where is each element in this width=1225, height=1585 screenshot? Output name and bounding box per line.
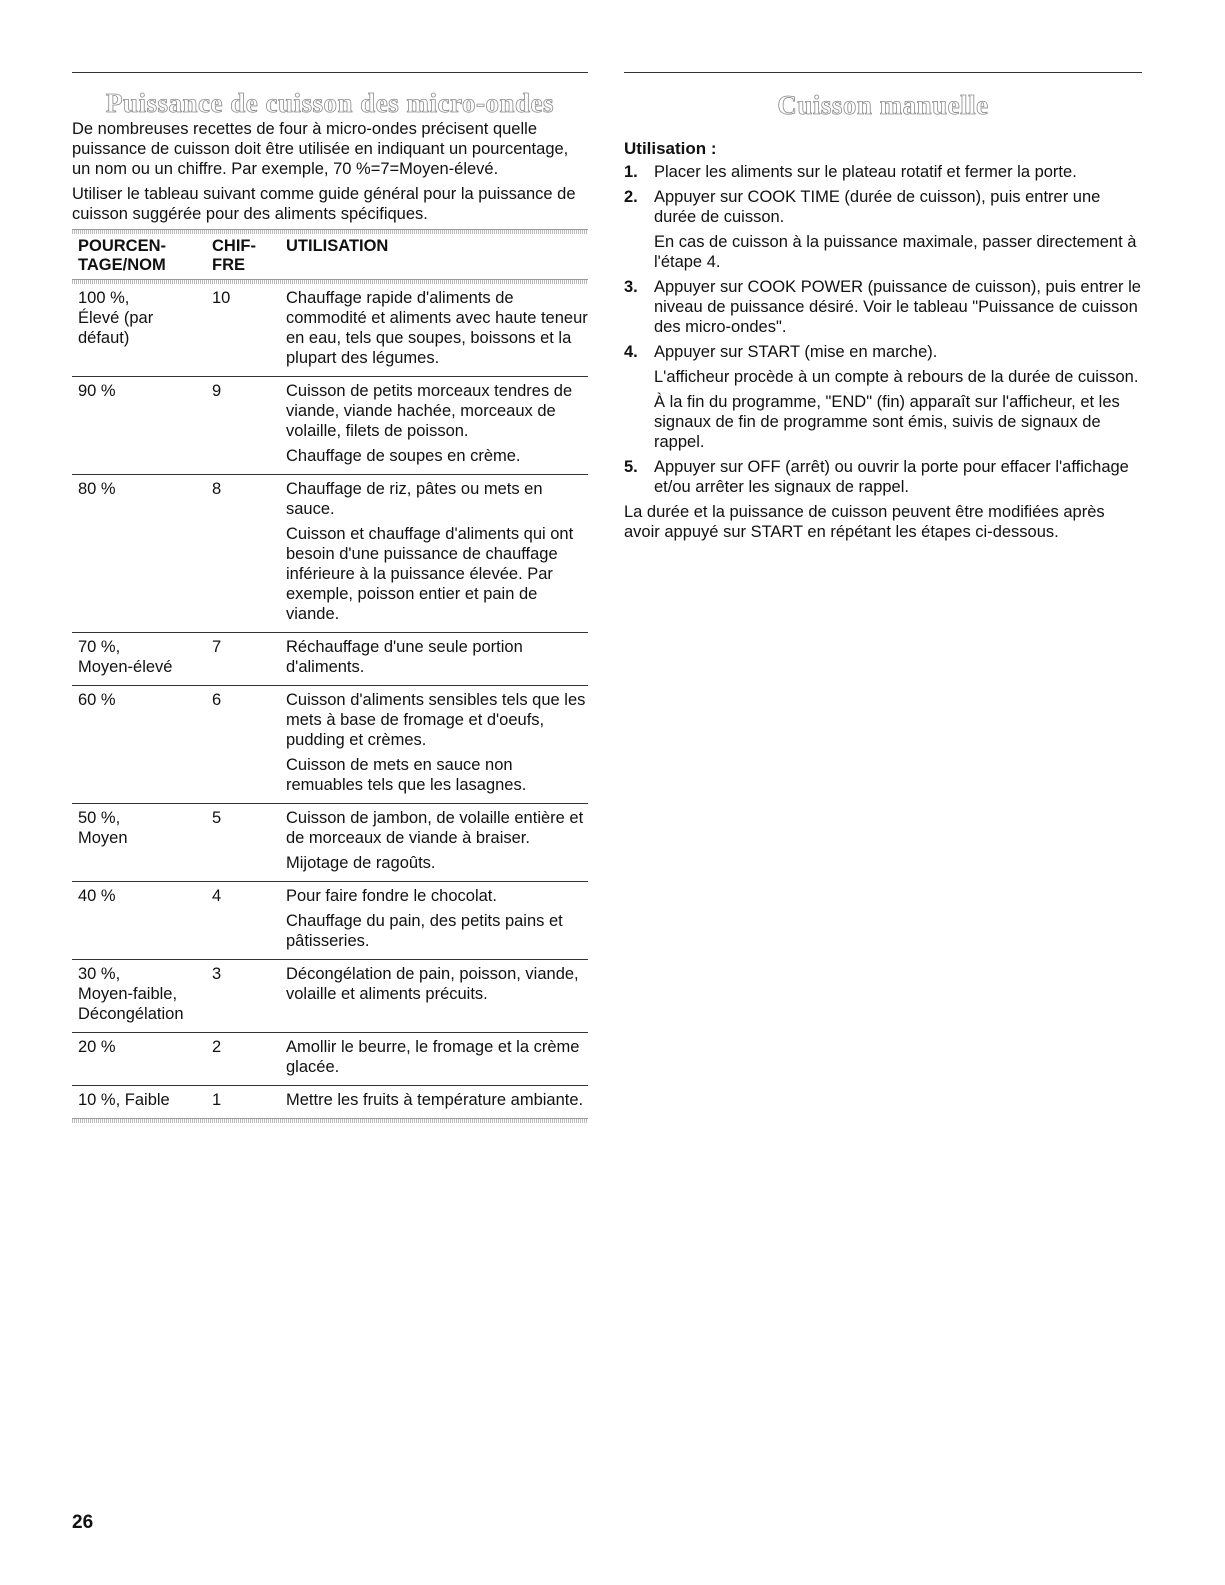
top-rule xyxy=(624,72,1142,73)
step-text: L'afficheur procède à un compte à rebours de la durée de cuisson. xyxy=(654,368,1139,386)
header-pct: POURCEN- TAGE/NOM xyxy=(78,237,167,274)
cell-percentage: 10 %, Faible xyxy=(78,1091,170,1109)
usage-paragraph: Mettre les fruits à température ambiante. xyxy=(286,1091,584,1109)
step-text: En cas de cuisson à la puissance maximale, passer directement à l'étape 4. xyxy=(654,233,1137,271)
step-number: 4. xyxy=(624,343,638,361)
usage-paragraph: Chauffage du pain, des petits pains et pâtisseries. xyxy=(286,912,563,950)
usage-paragraph: Cuisson de jambon, de volaille entière et de morceaux de viande à braiser. xyxy=(286,809,584,847)
cell-number: 6 xyxy=(212,691,222,709)
table-row xyxy=(72,686,588,804)
cell-percentage: 20 % xyxy=(78,1038,116,1056)
step-item xyxy=(624,187,1142,272)
cell-usage xyxy=(286,381,588,466)
step-item xyxy=(624,277,1142,337)
table-row xyxy=(72,377,588,475)
cell-number: 10 xyxy=(212,289,231,307)
table-row xyxy=(72,284,588,377)
cell-usage xyxy=(286,964,588,1024)
cell-usage xyxy=(286,690,588,795)
step-number: 3. xyxy=(624,278,638,296)
cell-usage xyxy=(286,886,588,951)
usage-paragraph: Chauffage de soupes en crème. xyxy=(286,447,521,465)
usage-heading: Utilisation : xyxy=(624,139,717,158)
usage-paragraph: Chauffage rapide d'aliments de commodité et aliments avec haute teneur en eau, tels que soupes, boissons et la plupart des légumes. xyxy=(286,289,588,367)
usage-paragraph: Chauffage de riz, pâtes ou mets en sauce. xyxy=(286,480,543,518)
section-title-power: Puissance de cuisson des micro-ondes xyxy=(105,88,555,118)
table-row xyxy=(72,960,588,1033)
step-number: 2. xyxy=(624,188,638,206)
left-column xyxy=(72,72,588,1123)
table-bottom-border xyxy=(72,1118,588,1123)
table-row xyxy=(72,882,588,960)
usage-paragraph: Cuisson d'aliments sensibles tels que les mets à base de fromage et d'oeufs, pudding et crèmes. xyxy=(286,691,586,749)
usage-paragraph: Cuisson de mets en sauce non remuables tels que les lasagnes. xyxy=(286,756,527,794)
step-text: Placer les aliments sur le plateau rotatif et fermer la porte. xyxy=(654,163,1077,181)
usage-paragraph: Réchauffage d'une seule portion d'aliments. xyxy=(286,638,523,676)
cell-percentage: 70 %, Moyen-élevé xyxy=(78,638,173,676)
step-text: Appuyer sur COOK TIME (durée de cuisson), puis entrer une durée de cuisson. xyxy=(654,188,1101,226)
cell-usage xyxy=(286,288,588,368)
page-number: 26 xyxy=(72,1512,94,1533)
cell-usage xyxy=(286,1090,588,1110)
usage-paragraph: Cuisson et chauffage d'aliments qui ont besoin d'une puissance de chauffage inférieure à la puissance élevée. Par exemple, poisson entier et pain de viande. xyxy=(286,525,574,623)
cell-percentage: 30 %, Moyen-faible, Décongélation xyxy=(78,965,184,1023)
steps-list xyxy=(624,162,1142,497)
step-text: Appuyer sur OFF (arrêt) ou ouvrir la porte pour effacer l'affichage et/ou arrêter les signaux de rappel. xyxy=(654,458,1129,496)
step-text: Appuyer sur START (mise en marche). xyxy=(654,343,938,361)
power-table xyxy=(72,229,588,1123)
table-row xyxy=(72,804,588,882)
cell-number: 1 xyxy=(212,1091,222,1109)
intro-paragraph: De nombreuses recettes de four à micro-ondes précisent quelle puissance de cuisson doit être utilisée en indiquant un pourcentage, un nom ou un chiffre. Par exemple, 70 %=7=Moyen-élevé. xyxy=(72,120,569,178)
cell-usage xyxy=(286,479,588,624)
step-item xyxy=(624,342,1142,452)
cell-number: 8 xyxy=(212,480,222,498)
header-num: CHIF- FRE xyxy=(212,237,256,274)
usage-paragraph: Cuisson de petits morceaux tendres de viande, viande hachée, morceaux de volaille, filets de poisson. xyxy=(286,382,573,440)
cell-percentage: 80 % xyxy=(78,480,116,498)
cell-percentage: 50 %, Moyen xyxy=(78,809,128,847)
usage-paragraph: Pour faire fondre le chocolat. xyxy=(286,887,497,905)
top-rule xyxy=(72,72,588,73)
step-text: Appuyer sur COOK POWER (puissance de cuisson), puis entrer le niveau de puissance désiré. Voir le tableau "Puissance de cuisson des micro-ondes". xyxy=(654,278,1141,336)
cell-percentage: 90 % xyxy=(78,382,116,400)
table-header xyxy=(72,234,588,279)
table-row xyxy=(72,1086,588,1118)
step-number: 1. xyxy=(624,163,638,181)
usage-paragraph: Décongélation de pain, poisson, viande, volaille et aliments précuits. xyxy=(286,965,579,1003)
step-number: 5. xyxy=(624,458,638,476)
cell-number: 2 xyxy=(212,1038,222,1056)
cell-percentage: 60 % xyxy=(78,691,116,709)
cell-usage xyxy=(286,637,588,677)
footer-note: La durée et la puissance de cuisson peuvent être modifiées après avoir appuyé sur START en répétant les étapes ci-dessous. xyxy=(624,503,1105,541)
usage-paragraph: Amollir le beurre, le fromage et la crème glacée. xyxy=(286,1038,580,1076)
step-item xyxy=(624,162,1142,182)
cell-usage xyxy=(286,1037,588,1077)
cell-number: 3 xyxy=(212,965,222,983)
cell-percentage: 100 %, Élevé (par défaut) xyxy=(78,289,154,347)
usage-paragraph: Mijotage de ragoûts. xyxy=(286,854,436,872)
cell-number: 9 xyxy=(212,382,222,400)
table-row xyxy=(72,633,588,686)
table-row xyxy=(72,1033,588,1086)
table-body xyxy=(72,284,588,1118)
right-column xyxy=(624,72,1142,547)
cell-percentage: 40 % xyxy=(78,887,116,905)
step-text: À la fin du programme, "END" (fin) apparaît sur l'afficheur, et les signaux de fin de programme sont émis, suivis de signaux de rappel. xyxy=(654,393,1120,451)
table-row xyxy=(72,475,588,633)
intro-paragraph-2: Utiliser le tableau suivant comme guide général pour la puissance de cuisson suggérée pour des aliments spécifiques. xyxy=(72,185,576,223)
cell-number: 5 xyxy=(212,809,222,827)
section-title-manual: Cuisson manuelle xyxy=(777,90,989,120)
step-item xyxy=(624,457,1142,497)
cell-number: 7 xyxy=(212,638,222,656)
header-use: UTILISATION xyxy=(286,237,389,255)
cell-number: 4 xyxy=(212,887,222,905)
cell-usage xyxy=(286,808,588,873)
